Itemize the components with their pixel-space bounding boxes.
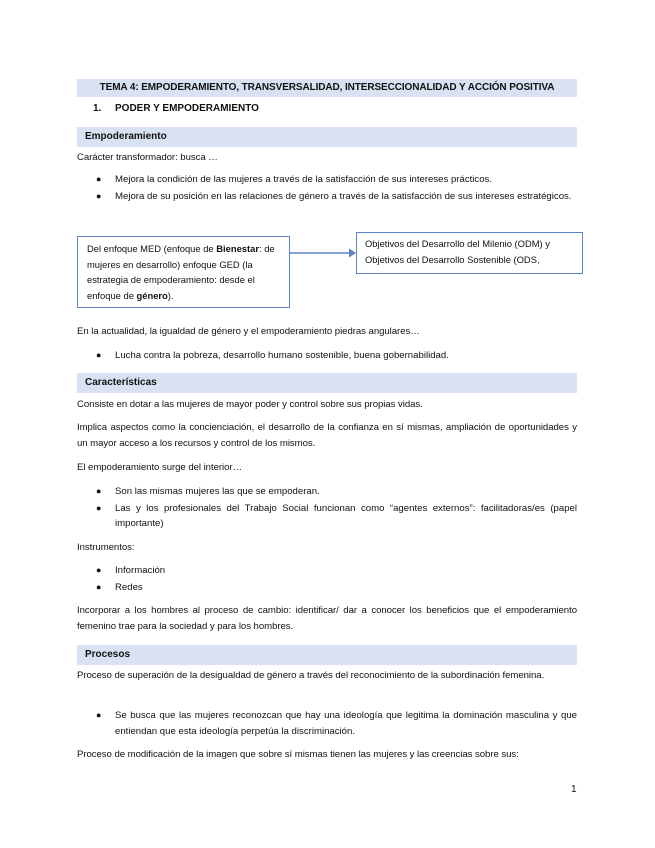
enfoque-box: Del enfoque MED (enfoque de Bienestar: de mujeres en desarrollo) enfoque GED (la estrategia de empoderamiento: desde el enfoque de género).: [77, 236, 290, 308]
bienestar-bold: Bienestar: [216, 243, 259, 254]
list-item: ● Lucha contra la pobreza, desarrollo humano sostenible, buena gobernabilidad.: [96, 348, 577, 364]
paragraph-hombres: Incorporar a los hombres al proceso de cambio: identificar/ dar a conocer los beneficios que el empoderamiento femenino trae para la sociedad y para los hombres.: [77, 605, 577, 632]
bullet-icon: ●: [96, 174, 102, 184]
bullet-list-mejora: [96, 172, 577, 205]
heading-caracteristicas: Características: [77, 373, 577, 393]
bullet-list-instrumentos: [96, 563, 577, 596]
bullet-icon: ●: [96, 565, 102, 575]
arrow-right-icon: [289, 246, 357, 260]
paragraph-surge: El empoderamiento surge del interior…: [77, 462, 243, 473]
bullet-list-procesos: [96, 708, 577, 740]
section-number: 1.: [93, 103, 102, 114]
paragraph-implica: Implica aspectos como la concienciación, el desarrollo de la confianza en sí mismas, ampliación de oportunidades y un mayor acceso a los recursos y control de los mismos.: [77, 422, 577, 449]
paragraph-caracter: Carácter transformador: busca …: [77, 152, 218, 163]
list-item: ● Mejora la condición de las mujeres a través de la satisfacción de sus intereses prácticos.: [96, 172, 577, 188]
paragraph-superacion: Proceso de superación de la desigualdad de género a través del reconocimiento de la subordinación femenina.: [77, 670, 545, 681]
genero-bold: género: [136, 289, 168, 301]
bullet-icon: ●: [96, 710, 102, 720]
section-title-text: PODER Y EMPODERAMIENTO: [115, 103, 259, 114]
page-number: 1: [571, 784, 577, 795]
heading-empoderamiento: Empoderamiento: [77, 127, 577, 147]
document-title: TEMA 4: EMPODERAMIENTO, TRANSVERSALIDAD, INTERSECCIONALIDAD Y ACCIÓN POSITIVA: [77, 79, 577, 97]
objetivos-box: Objetivos del Desarrollo del Milenio (ODM) y Objetivos del Desarrollo Sostenible (ODS,: [356, 232, 583, 274]
bullet-icon: ●: [96, 190, 102, 201]
bullet-list-actualidad: [96, 348, 577, 365]
heading-procesos: Procesos: [77, 645, 577, 665]
bullet-icon: ●: [96, 581, 102, 592]
paragraph-modificacion: Proceso de modificación de la imagen que sobre sí mismas tienen las mujeres y las creencias sobre sus:: [77, 749, 519, 760]
paragraph-consiste: Consiste en dotar a las mujeres de mayor poder y control sobre sus propias vidas.: [77, 399, 423, 410]
bullet-icon: ●: [96, 486, 102, 496]
list-item: ● Redes: [96, 580, 577, 596]
section-title: [93, 103, 259, 114]
bullet-icon: ●: [96, 350, 102, 360]
instrumentos-label: Instrumentos:: [77, 542, 135, 553]
list-item: ● Información: [96, 563, 577, 579]
list-item: ● Se busca que las mujeres reconozcan que hay una ideología que legitima la dominación masculina y que entiendan que esta ideología perpetúa la discriminación.: [96, 710, 577, 737]
bullet-list-interior: [96, 484, 577, 533]
list-item: ● Las y los profesionales del Trabajo Social funcionan como “agentes externos”: facilitadoras/es (papel importante): [96, 502, 577, 529]
list-item: ● Son las mismas mujeres las que se empoderan.: [96, 484, 577, 500]
bullet-icon: ●: [96, 502, 102, 513]
list-item: ● Mejora de su posición en las relaciones de género a través de la satisfacción de sus intereses estratégicos.: [96, 189, 577, 205]
paragraph-actualidad: En la actualidad, la igualdad de género y el empoderamiento piedras angulares…: [77, 326, 420, 337]
